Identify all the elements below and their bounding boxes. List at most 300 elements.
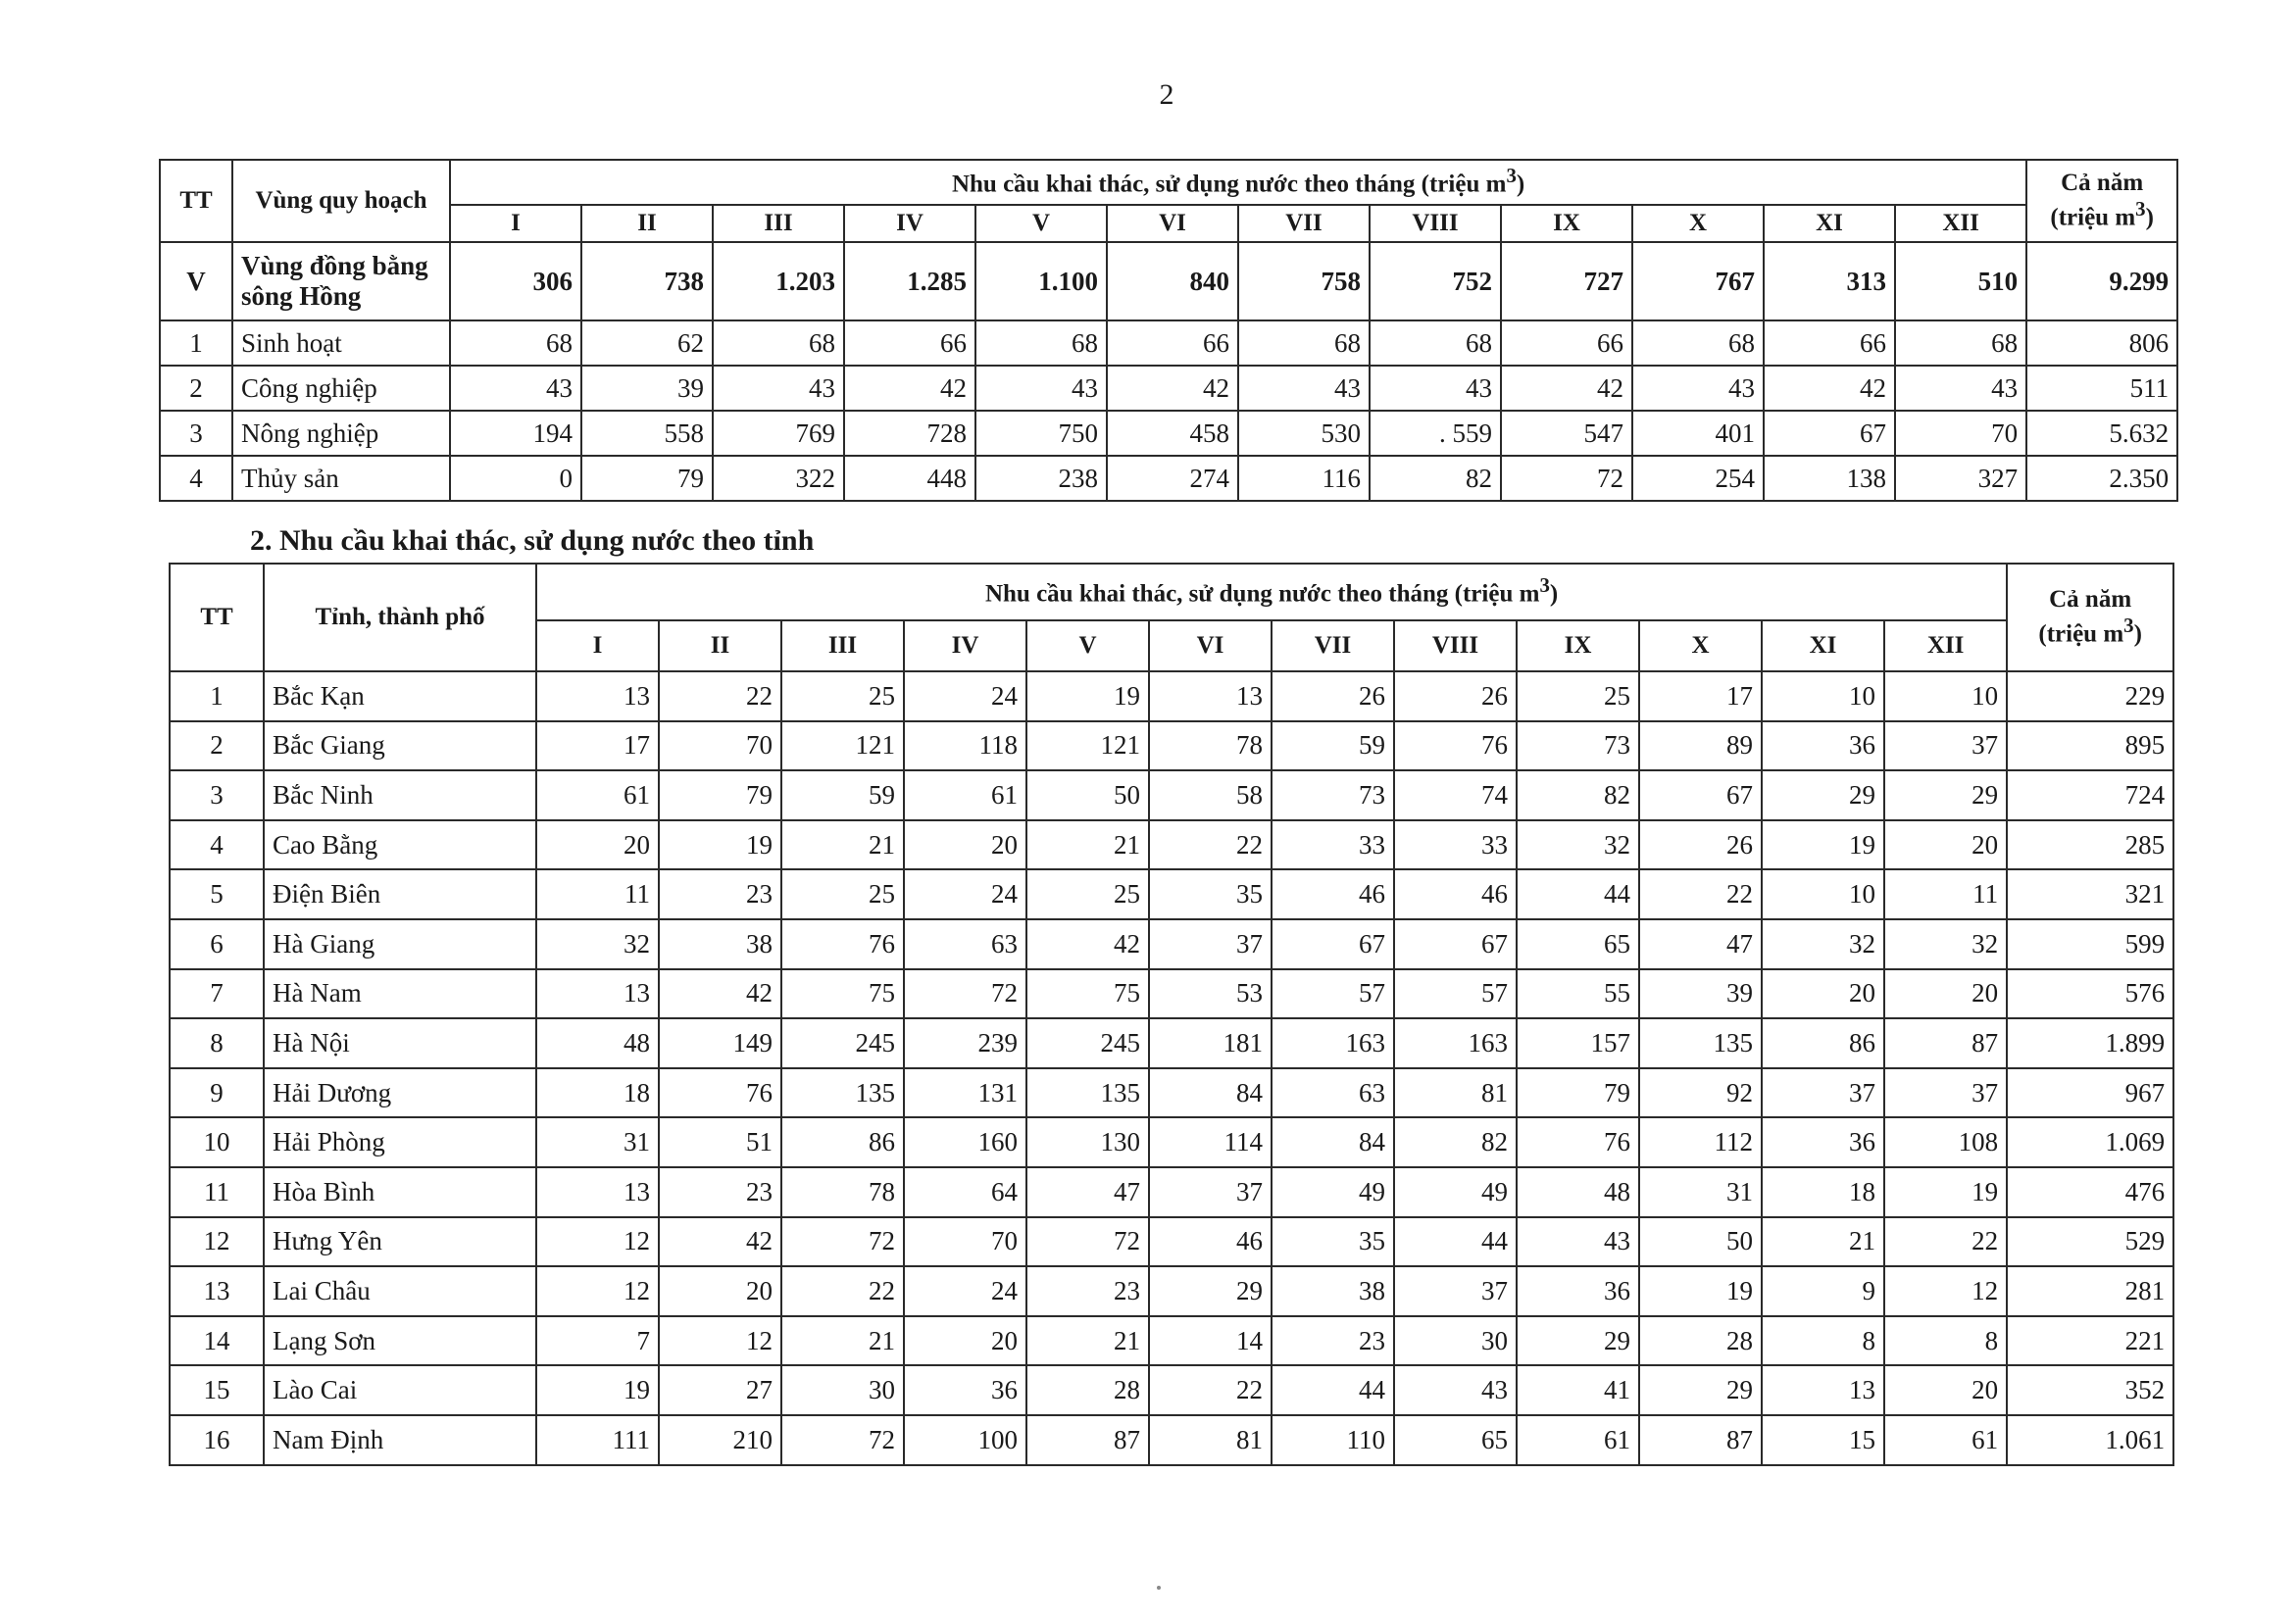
annual-total-cell: 281 [2007, 1266, 2173, 1316]
row-number: 10 [170, 1117, 264, 1167]
month-value-cell: 79 [659, 770, 781, 820]
annual-total-cell: 967 [2007, 1068, 2173, 1118]
month-value-cell: 110 [1272, 1415, 1394, 1465]
annual-total-cell: 529 [2007, 1217, 2173, 1267]
month-value-cell: 61 [1884, 1415, 2007, 1465]
month-value-cell: 239 [904, 1018, 1026, 1068]
row-name: Lạng Sơn [264, 1316, 536, 1366]
month-value-cell: 84 [1149, 1068, 1272, 1118]
row-name: Hà Nội [264, 1018, 536, 1068]
month-value-cell: 44 [1517, 869, 1639, 919]
month-value-cell: 76 [1517, 1117, 1639, 1167]
row-number: 8 [170, 1018, 264, 1068]
month-value-cell: 738 [581, 242, 713, 320]
table-row [170, 820, 2173, 870]
month-value-cell: 13 [536, 969, 659, 1019]
row-number: 1 [170, 671, 264, 721]
month-value-cell: 20 [904, 1316, 1026, 1366]
month-value-cell: 31 [1639, 1167, 1762, 1217]
month-value-cell: 43 [1370, 366, 1501, 411]
month-value-cell: 29 [1884, 770, 2007, 820]
row-name [232, 242, 450, 320]
month-value-cell: 67 [1394, 919, 1517, 969]
month-header: V [1026, 620, 1149, 671]
month-value-cell: 66 [844, 320, 975, 366]
table-row [170, 721, 2173, 771]
month-value-cell: 53 [1149, 969, 1272, 1019]
month-value-cell: 727 [1501, 242, 1632, 320]
month-value-cell: 66 [1107, 320, 1238, 366]
month-value-cell: 24 [904, 1266, 1026, 1316]
month-value-cell: 43 [975, 366, 1107, 411]
table-row [170, 1167, 2173, 1217]
month-value-cell: 26 [1272, 671, 1394, 721]
table-row [170, 919, 2173, 969]
row-name: Hà Giang [264, 919, 536, 969]
month-value-cell: 20 [1884, 969, 2007, 1019]
month-value-cell: 752 [1370, 242, 1501, 320]
month-value-cell: 82 [1517, 770, 1639, 820]
month-value-cell: 25 [781, 869, 904, 919]
month-value-cell: 18 [1762, 1167, 1884, 1217]
month-value-cell: 87 [1639, 1415, 1762, 1465]
row-name: Lào Cai [264, 1365, 536, 1415]
month-value-cell: 17 [536, 721, 659, 771]
month-value-cell: 194 [450, 411, 581, 456]
row-number: 9 [170, 1068, 264, 1118]
month-value-cell: 32 [536, 919, 659, 969]
month-value-cell: 138 [1764, 456, 1895, 501]
month-value-cell: 39 [581, 366, 713, 411]
row-number: 15 [170, 1365, 264, 1415]
month-header: V [975, 205, 1107, 242]
month-value-cell: 254 [1632, 456, 1764, 501]
month-header: IV [844, 205, 975, 242]
month-value-cell: 24 [904, 671, 1026, 721]
row-number: 3 [170, 770, 264, 820]
month-value-cell: 62 [581, 320, 713, 366]
month-header: XI [1762, 620, 1884, 671]
month-value-cell: 70 [659, 721, 781, 771]
month-value-cell: 12 [659, 1316, 781, 1366]
row-name: Điện Biên [264, 869, 536, 919]
row-number: 14 [170, 1316, 264, 1366]
month-value-cell: 28 [1026, 1365, 1149, 1415]
scan-speck [1157, 1586, 1161, 1590]
month-value-cell: 547 [1501, 411, 1632, 456]
row-number: 1 [160, 320, 232, 366]
month-value-cell: 7 [536, 1316, 659, 1366]
month-value-cell: 42 [659, 1217, 781, 1267]
month-value-cell: 25 [781, 671, 904, 721]
month-value-cell: 43 [1895, 366, 2026, 411]
month-value-cell: 35 [1272, 1217, 1394, 1267]
row-number: V [160, 242, 232, 320]
month-value-cell: 160 [904, 1117, 1026, 1167]
month-value-cell: 322 [713, 456, 844, 501]
row-name [232, 320, 450, 366]
month-value-cell: 30 [781, 1365, 904, 1415]
month-value-cell: 49 [1394, 1167, 1517, 1217]
month-value-cell: 8 [1884, 1316, 2007, 1366]
month-value-cell: 81 [1149, 1415, 1272, 1465]
month-header-row [160, 205, 2177, 242]
month-value-cell: 13 [536, 1167, 659, 1217]
annual-total-cell: 476 [2007, 1167, 2173, 1217]
month-header: IX [1517, 620, 1639, 671]
month-header: VI [1149, 620, 1272, 671]
table-row [170, 1018, 2173, 1068]
annual-total-cell: 221 [2007, 1316, 2173, 1366]
month-value-cell: 21 [1026, 1316, 1149, 1366]
month-value-cell: 76 [781, 919, 904, 969]
row-name: Hưng Yên [264, 1217, 536, 1267]
month-value-cell: 23 [1026, 1266, 1149, 1316]
table-row [170, 1365, 2173, 1415]
month-value-cell: 49 [1272, 1167, 1394, 1217]
row-name: Hải Dương [264, 1068, 536, 1118]
month-value-cell: 29 [1517, 1316, 1639, 1366]
month-value-cell: 68 [1370, 320, 1501, 366]
annual-total-cell: 511 [2026, 366, 2177, 411]
month-value-cell: 42 [1501, 366, 1632, 411]
province-header: Tỉnh, thành phố [264, 564, 536, 671]
month-value-cell: 33 [1394, 820, 1517, 870]
row-name: Nam Định [264, 1415, 536, 1465]
month-value-cell: 37 [1884, 721, 2007, 771]
annual-total-header: Cả năm (triệu $m^3$) [2026, 160, 2177, 242]
row-name-line2: sông Hồng [241, 281, 362, 311]
month-header: IX [1501, 205, 1632, 242]
month-value-cell: 44 [1394, 1217, 1517, 1267]
month-value-cell: 42 [1764, 366, 1895, 411]
monthly-demand-header: Nhu cầu khai thác, sử dụng nước theo tháng (triệu $m^3$) [450, 160, 2026, 205]
month-value-cell: 42 [1107, 366, 1238, 411]
month-value-cell: 41 [1517, 1365, 1639, 1415]
month-header: IV [904, 620, 1026, 671]
month-value-cell: 181 [1149, 1018, 1272, 1068]
month-value-cell: 22 [1639, 869, 1762, 919]
month-value-cell: 12 [536, 1217, 659, 1267]
month-value-cell: 21 [781, 1316, 904, 1366]
table-row [160, 411, 2177, 456]
section-heading: 2. Nhu cầu khai thác, sử dụng nước theo tỉnh [250, 524, 815, 557]
month-value-cell: 20 [1884, 1365, 2007, 1415]
month-header: VI [1107, 205, 1238, 242]
month-value-cell: 15 [1762, 1415, 1884, 1465]
row-name: Bắc Ninh [264, 770, 536, 820]
month-value-cell: 73 [1517, 721, 1639, 771]
row-name: Bắc Kạn [264, 671, 536, 721]
row-name-line1: Vùng đồng bằng [241, 251, 428, 280]
annual-total-cell: 1.069 [2007, 1117, 2173, 1167]
month-value-cell: 306 [450, 242, 581, 320]
month-value-cell: 1.100 [975, 242, 1107, 320]
month-value-cell: 121 [1026, 721, 1149, 771]
row-number: 4 [170, 820, 264, 870]
row-name-line1: Nông nghiệp [241, 418, 379, 448]
month-value-cell: 149 [659, 1018, 781, 1068]
annual-total-cell: 806 [2026, 320, 2177, 366]
month-value-cell: 37 [1394, 1266, 1517, 1316]
month-value-cell: 86 [781, 1117, 904, 1167]
month-value-cell: 37 [1149, 1167, 1272, 1217]
month-value-cell: 72 [904, 969, 1026, 1019]
month-value-cell: 135 [1026, 1068, 1149, 1118]
month-value-cell: 114 [1149, 1117, 1272, 1167]
month-value-cell: 43 [1238, 366, 1370, 411]
row-number: 2 [160, 366, 232, 411]
month-value-cell: 245 [781, 1018, 904, 1068]
row-name-line1: Thủy sản [241, 463, 339, 493]
month-value-cell: 38 [659, 919, 781, 969]
month-header: X [1632, 205, 1764, 242]
annual-total-cell: 285 [2007, 820, 2173, 870]
month-value-cell: 19 [1762, 820, 1884, 870]
row-number: 5 [170, 869, 264, 919]
row-number: 7 [170, 969, 264, 1019]
month-value-cell: 39 [1639, 969, 1762, 1019]
row-name-line1: Công nghiệp [241, 372, 377, 403]
month-header: I [536, 620, 659, 671]
month-value-cell: 558 [581, 411, 713, 456]
tt-header: TT [170, 564, 264, 671]
month-header: VII [1238, 205, 1370, 242]
annual-total-cell: 895 [2007, 721, 2173, 771]
month-value-cell: 327 [1895, 456, 2026, 501]
month-value-cell: 87 [1884, 1018, 2007, 1068]
month-value-cell: 36 [1762, 1117, 1884, 1167]
month-value-cell: 36 [1517, 1266, 1639, 1316]
annual-total-cell: 352 [2007, 1365, 2173, 1415]
month-value-cell: 111 [536, 1415, 659, 1465]
month-value-cell: 76 [1394, 721, 1517, 771]
month-value-cell: 22 [1884, 1217, 2007, 1267]
table-row [170, 1068, 2173, 1118]
month-value-cell: 55 [1517, 969, 1639, 1019]
month-value-cell: 27 [659, 1365, 781, 1415]
month-value-cell: 72 [1026, 1217, 1149, 1267]
month-value-cell: 76 [659, 1068, 781, 1118]
table-row [160, 242, 2177, 320]
month-value-cell: 42 [844, 366, 975, 411]
month-value-cell: 510 [1895, 242, 2026, 320]
month-value-cell: 9 [1762, 1266, 1884, 1316]
annual-total-cell: 1.061 [2007, 1415, 2173, 1465]
month-value-cell: 42 [1026, 919, 1149, 969]
month-value-cell: 19 [659, 820, 781, 870]
month-value-cell: 20 [1762, 969, 1884, 1019]
month-value-cell: 157 [1517, 1018, 1639, 1068]
month-value-cell: 23 [1272, 1316, 1394, 1366]
month-header: II [659, 620, 781, 671]
month-value-cell: 22 [659, 671, 781, 721]
month-value-cell: 50 [1026, 770, 1149, 820]
month-header: VIII [1370, 205, 1501, 242]
row-number: 12 [170, 1217, 264, 1267]
month-value-cell: 13 [1149, 671, 1272, 721]
month-value-cell: 10 [1762, 869, 1884, 919]
month-value-cell: 769 [713, 411, 844, 456]
month-value-cell: 46 [1394, 869, 1517, 919]
table-row [170, 1266, 2173, 1316]
month-value-cell: 22 [1149, 820, 1272, 870]
month-value-cell: 28 [1639, 1316, 1762, 1366]
month-value-cell: 36 [904, 1365, 1026, 1415]
month-value-cell: 21 [781, 820, 904, 870]
month-value-cell: 43 [1517, 1217, 1639, 1267]
month-value-cell: 75 [1026, 969, 1149, 1019]
month-value-cell: 728 [844, 411, 975, 456]
annual-total-cell: 1.899 [2007, 1018, 2173, 1068]
month-header: II [581, 205, 713, 242]
month-value-cell: 12 [1884, 1266, 2007, 1316]
month-value-cell: 25 [1517, 671, 1639, 721]
month-value-cell: 11 [1884, 869, 2007, 919]
month-value-cell: 116 [1238, 456, 1370, 501]
row-number: 4 [160, 456, 232, 501]
annual-total-header: Cả năm (triệu $m^3$) [2007, 564, 2173, 671]
table-row [170, 969, 2173, 1019]
month-value-cell: 43 [713, 366, 844, 411]
month-value-cell: 135 [781, 1068, 904, 1118]
month-value-cell: 100 [904, 1415, 1026, 1465]
month-value-cell: 59 [781, 770, 904, 820]
monthly-demand-header: Nhu cầu khai thác, sử dụng nước theo tháng (triệu $m^3$) [536, 564, 2007, 620]
month-value-cell: 43 [450, 366, 581, 411]
month-value-cell: 70 [904, 1217, 1026, 1267]
month-value-cell: 61 [1517, 1415, 1639, 1465]
row-number: 3 [160, 411, 232, 456]
month-value-cell: 79 [1517, 1068, 1639, 1118]
month-value-cell: 135 [1639, 1018, 1762, 1068]
month-value-cell: 20 [1884, 820, 2007, 870]
month-value-cell: 50 [1639, 1217, 1762, 1267]
row-name-line1: Sinh hoạt [241, 327, 342, 358]
month-value-cell: 448 [844, 456, 975, 501]
month-value-cell: 33 [1272, 820, 1394, 870]
month-value-cell: 38 [1272, 1266, 1394, 1316]
month-value-cell: 63 [904, 919, 1026, 969]
month-value-cell: 19 [1884, 1167, 2007, 1217]
annual-total-cell: 724 [2007, 770, 2173, 820]
table-row [170, 1117, 2173, 1167]
month-value-cell: 25 [1026, 869, 1149, 919]
month-header: III [781, 620, 904, 671]
month-value-cell: 43 [1394, 1365, 1517, 1415]
province-rows [170, 671, 2173, 1465]
month-value-cell: 21 [1026, 820, 1149, 870]
row-name: Hà Nam [264, 969, 536, 1019]
month-value-cell: 458 [1107, 411, 1238, 456]
month-value-cell: 238 [975, 456, 1107, 501]
table-row [160, 366, 2177, 411]
table-row [160, 456, 2177, 501]
table-row [170, 1217, 2173, 1267]
month-value-cell: 68 [975, 320, 1107, 366]
row-number: 13 [170, 1266, 264, 1316]
row-name: Bắc Giang [264, 721, 536, 771]
month-header: VII [1272, 620, 1394, 671]
month-value-cell: 274 [1107, 456, 1238, 501]
row-name [232, 456, 450, 501]
month-value-cell: 29 [1149, 1266, 1272, 1316]
month-value-cell: 29 [1639, 1365, 1762, 1415]
month-value-cell: 68 [450, 320, 581, 366]
month-value-cell: 51 [659, 1117, 781, 1167]
month-value-cell: 32 [1762, 919, 1884, 969]
table-row [170, 869, 2173, 919]
month-value-cell: 21 [1762, 1217, 1884, 1267]
month-value-cell: 20 [904, 820, 1026, 870]
month-value-cell: 64 [904, 1167, 1026, 1217]
month-value-cell: 26 [1639, 820, 1762, 870]
month-value-cell: 48 [1517, 1167, 1639, 1217]
month-value-cell: 23 [659, 1167, 781, 1217]
month-value-cell: 37 [1884, 1068, 2007, 1118]
annual-total-cell: 229 [2007, 671, 2173, 721]
month-value-cell: 20 [659, 1266, 781, 1316]
month-value-cell: 750 [975, 411, 1107, 456]
month-value-cell: 67 [1764, 411, 1895, 456]
month-value-cell: 47 [1026, 1167, 1149, 1217]
row-name: Cao Bằng [264, 820, 536, 870]
month-value-cell: 67 [1272, 919, 1394, 969]
month-value-cell: 32 [1884, 919, 2007, 969]
month-header: XII [1895, 205, 2026, 242]
month-value-cell: 118 [904, 721, 1026, 771]
table-row [160, 320, 2177, 366]
month-value-cell: 59 [1272, 721, 1394, 771]
month-value-cell: 767 [1632, 242, 1764, 320]
month-value-cell: 130 [1026, 1117, 1149, 1167]
month-value-cell: 14 [1149, 1316, 1272, 1366]
month-value-cell: 18 [536, 1068, 659, 1118]
month-value-cell: 84 [1272, 1117, 1394, 1167]
month-header: VIII [1394, 620, 1517, 671]
month-value-cell: 112 [1639, 1117, 1762, 1167]
row-name: Hòa Bình [264, 1167, 536, 1217]
month-value-cell: 58 [1149, 770, 1272, 820]
month-value-cell: 86 [1762, 1018, 1884, 1068]
month-value-cell: 79 [581, 456, 713, 501]
month-value-cell: 401 [1632, 411, 1764, 456]
month-value-cell: 840 [1107, 242, 1238, 320]
month-value-cell: 11 [536, 869, 659, 919]
month-value-cell: 67 [1639, 770, 1762, 820]
month-value-cell: 65 [1517, 919, 1639, 969]
month-value-cell: 42 [659, 969, 781, 1019]
month-value-cell: 26 [1394, 671, 1517, 721]
month-value-cell: 12 [536, 1266, 659, 1316]
month-value-cell: 81 [1394, 1068, 1517, 1118]
month-value-cell: 10 [1762, 671, 1884, 721]
month-value-cell: 13 [1762, 1365, 1884, 1415]
month-value-cell: 57 [1394, 969, 1517, 1019]
month-value-cell: 35 [1149, 869, 1272, 919]
month-value-cell: 20 [536, 820, 659, 870]
month-value-cell: 17 [1639, 671, 1762, 721]
month-value-cell: 10 [1884, 671, 2007, 721]
table-row [170, 671, 2173, 721]
row-name [232, 411, 450, 456]
month-header: XI [1764, 205, 1895, 242]
month-header: X [1639, 620, 1762, 671]
month-value-cell: 23 [659, 869, 781, 919]
month-value-cell: 1.203 [713, 242, 844, 320]
month-value-cell: 19 [536, 1365, 659, 1415]
month-value-cell: 73 [1272, 770, 1394, 820]
